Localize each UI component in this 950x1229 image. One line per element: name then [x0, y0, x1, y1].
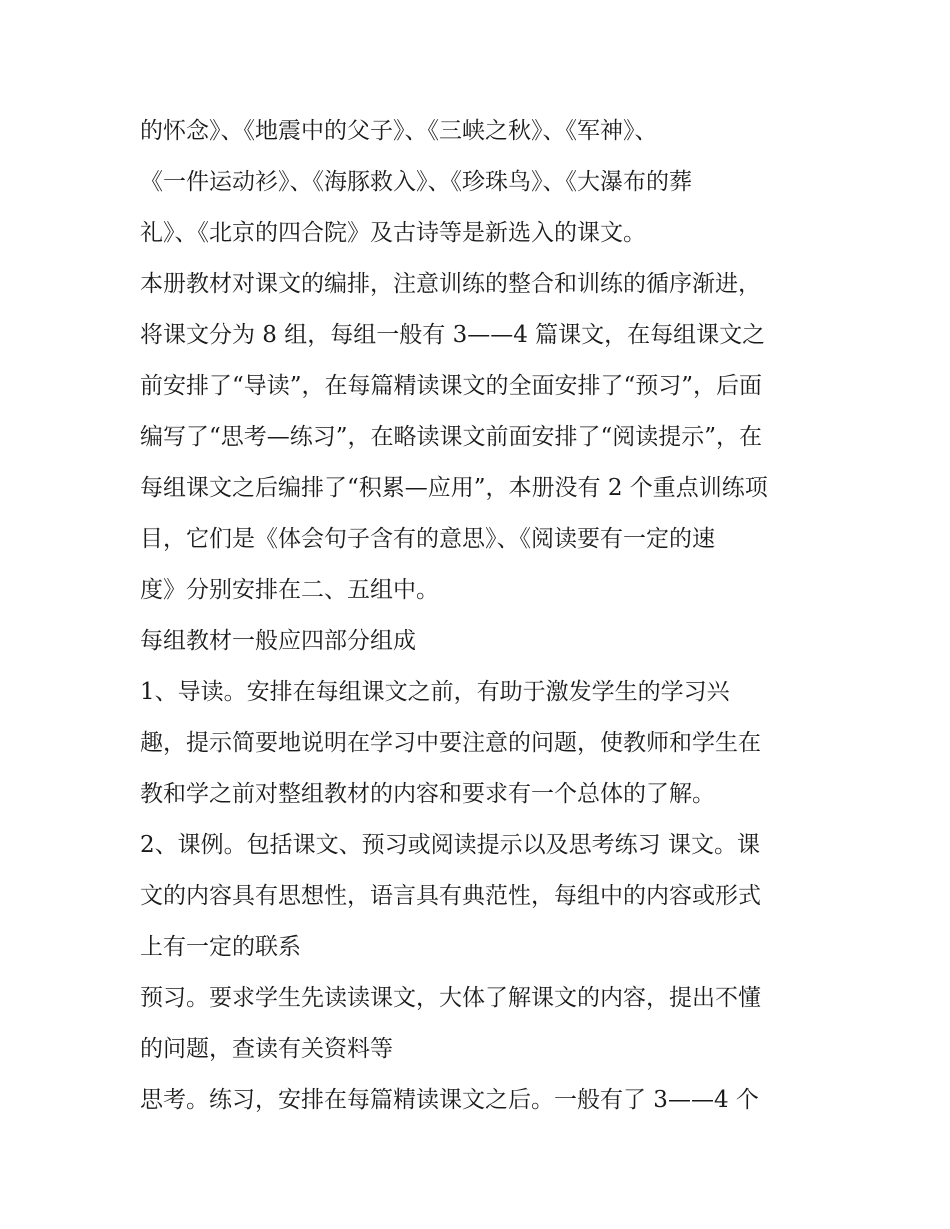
text-line: 上有一定的联系	[140, 934, 301, 960]
section-heading: 每组教材一般应四部分组成	[140, 628, 416, 654]
text-line: 目，它们是《体会句子含有的意思》、《阅读要有一定的速	[140, 526, 715, 552]
text-line: 礼》、《北京的四合院》及古诗等是新选入的课文。	[140, 220, 646, 246]
text-line: 每组课文之后编排了“积累—应用”，本册没有 2 个重点训练项	[140, 475, 768, 501]
text-line: 思考。练习，安排在每篇精读课文之后。一般有了 3——4 个	[140, 1087, 759, 1113]
text-line: 趣，提示简要地说明在学习中要注意的问题，使教师和学生在	[140, 730, 761, 756]
text-line: 度》分别安排在二、五组中。	[140, 577, 439, 603]
text-line: 教和学之前对整组教材的内容和要求有一个总体的了解。	[140, 781, 715, 807]
text-line: 预习。要求学生先读读课文，大体了解课文的内容，提出不懂	[140, 985, 761, 1011]
document-body	[140, 106, 820, 1126]
text-line: 本册教材对课文的编排，注意训练的整合和训练的循序渐进，	[140, 271, 761, 297]
text-line: 前安排了“导读”，在每篇精读课文的全面安排了“预习”，后面	[140, 373, 763, 399]
text-line: 的问题，查读有关资料等	[140, 1036, 393, 1062]
text-line: 1、导读。安排在每组课文之前，有助于激发学生的学习兴	[140, 679, 730, 705]
text-line: 将课文分为 8 组，每组一般有 3——4 篇课文，在每组课文之	[140, 322, 766, 348]
text-line: 《一件运动衫》、《海豚救入》、《珍珠鸟》、《大瀑布的葬	[140, 169, 692, 195]
text-line: 文的内容具有思想性，语言具有典范性，每组中的内容或形式	[140, 883, 761, 909]
text-line: 的怀念》、《地震中的父子》、《三峡之秋》、《军神》、	[140, 118, 658, 144]
text-line: 编写了“思考—练习”，在略读课文前面安排了“阅读提示”，在	[140, 424, 763, 450]
text-line: 2、课例。包括课文、预习或阅读提示以及思考练习 课文。课	[140, 832, 760, 858]
